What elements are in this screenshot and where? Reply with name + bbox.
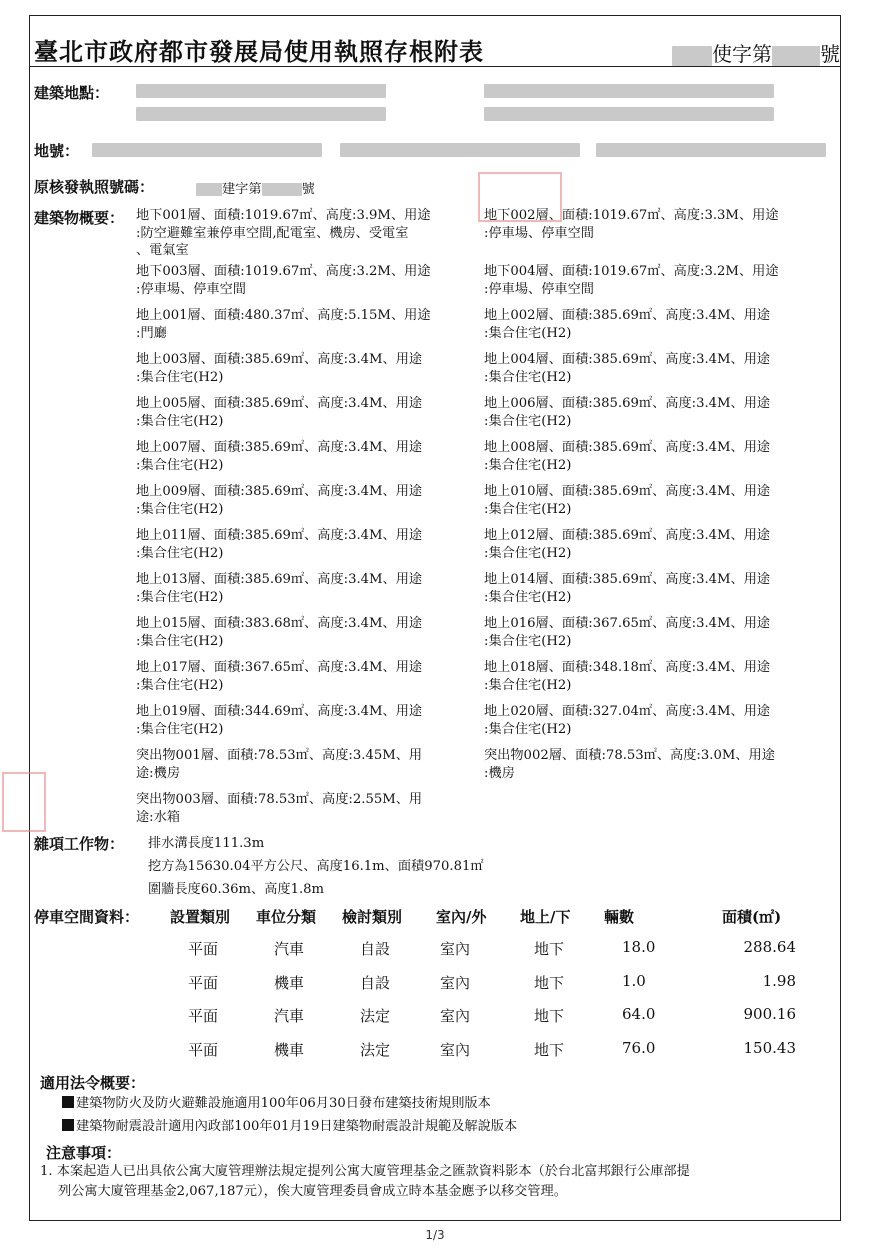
parking-cell: 法定 [360,1041,391,1059]
original-permit-label: 原核發執照號碼： [34,178,155,196]
parking-cell: 汽車 [274,940,305,958]
parking-cell: 18.0 [622,938,656,956]
floor-line: :停車場、停車空間 [136,281,246,297]
floor-line: :集合住宅(H2) [484,413,572,429]
parking-cell: 288.64 [743,938,796,956]
floor-line: :集合住宅(H2) [484,589,572,605]
floor-entry [484,263,822,298]
floor-entry [136,527,474,562]
floor-line: :集合住宅(H2) [136,721,224,737]
parking-cell: 室內 [440,1041,471,1059]
floor-entry [136,703,474,738]
redacted-block [672,46,712,66]
parking-cell: 平面 [188,1041,219,1059]
floor-entry [136,351,474,386]
floor-line: :集合住宅(H2) [136,413,224,429]
floor-line: :集合住宅(H2) [136,545,224,561]
official-stamp-left [2,772,46,832]
lot-label: 地號： [34,142,80,160]
parking-cell: 平面 [188,940,219,958]
permit-suffix: 號 [820,42,840,66]
floor-line: 地上002層、面積:385.69㎡、高度:3.4M、用途 [484,308,771,323]
permit-prefix: 使字第 [712,42,772,66]
floor-line: 地上017層、面積:367.65㎡、高度:3.4M、用途 [136,660,423,675]
parking-cell: 地下 [534,1007,565,1025]
parking-cell: 地下 [534,974,565,992]
parking-cell: 900.16 [743,1005,796,1023]
parking-cell: 1.0 [622,972,646,990]
page-number: 1/3 [425,1228,445,1242]
floor-line: :機房 [484,765,515,781]
floor-entry [136,571,474,606]
title-rule [29,66,841,67]
page-title: 臺北市政府都市發展局使用執照存根附表 [34,37,484,66]
parking-cell: 機車 [274,1041,305,1059]
floor-line: :停車場、停車空間 [484,281,594,297]
floor-entry [136,263,474,298]
floor-line: 途:機房 [136,765,181,781]
parking-cell: 自設 [360,974,391,992]
floor-line: :防空避難室兼停車空間,配電室、機房、受電室 [136,225,409,241]
parking-cell: 64.0 [622,1005,656,1023]
permit-number [672,38,840,67]
parking-cell: 1.98 [762,972,796,990]
note-line: 列公寓大廈管理基金2,067,187元），俟大廈管理委員會成立時本基金應予以移交管理。 [58,1184,567,1199]
floor-line: 地上011層、面積:385.69㎡、高度:3.4M、用途 [136,528,423,543]
floor-entry [484,307,822,342]
floor-line: 地下004層、面積:1019.67㎡、高度:3.2M、用途 [484,264,779,279]
floor-line: 地上018層、面積:348.18㎡、高度:3.4M、用途 [484,660,771,675]
redacted-block [772,46,820,66]
floor-line: :集合住宅(H2) [484,501,572,517]
parking-header: 檢討類別 [342,908,403,926]
floor-line: :集合住宅(H2) [484,677,572,693]
misc-label: 雜項工作物： [34,835,125,853]
parking-cell: 地下 [534,940,565,958]
parking-header: 面積(㎡) [722,908,782,926]
parking-cell: 汽車 [274,1007,305,1025]
parking-cell: 自設 [360,940,391,958]
floor-line: :集合住宅(H2) [484,369,572,385]
misc-item: 排水溝長度111.3m [148,836,265,851]
law-item: 建築物防火及防火避難設施適用100年06月30日發布建築技術規則版本 [62,1095,491,1112]
floor-entry [136,395,474,430]
floor-line: 地上012層、面積:385.69㎡、高度:3.4M、用途 [484,528,771,543]
parking-header: 地上/下 [520,908,571,926]
floor-line: :停車場、停車空間 [484,225,594,241]
parking-cell: 室內 [440,940,471,958]
floor-entry [484,483,822,518]
floor-line: :集合住宅(H2) [484,545,572,561]
floor-line: :集合住宅(H2) [136,369,224,385]
floor-line: 地上014層、面積:385.69㎡、高度:3.4M、用途 [484,572,771,587]
parking-cell: 法定 [360,1007,391,1025]
notes-label: 注意事項： [46,1144,122,1162]
floor-line: 地上010層、面積:385.69㎡、高度:3.4M、用途 [484,484,771,499]
law-item: 建築物耐震設計適用內政部100年01月19日建築物耐震設計規範及解說版本 [62,1118,517,1135]
parking-cell: 150.43 [743,1039,796,1057]
floor-line: :集合住宅(H2) [484,325,572,341]
misc-item: 圍牆長度60.36m、高度1.8m [148,882,325,897]
bullet-square-icon [62,1096,74,1108]
floor-line: 途:水箱 [136,809,181,825]
floor-line: :集合住宅(H2) [484,721,572,737]
laws-label: 適用法令概要： [40,1074,146,1092]
misc-item: 挖方為15630.04平方公尺、高度16.1m、面積970.81㎡ [148,859,484,874]
floor-line: 地上009層、面積:385.69㎡、高度:3.4M、用途 [136,484,423,499]
parking-cell: 平面 [188,1007,219,1025]
parking-cell: 室內 [440,974,471,992]
floor-line: 地上013層、面積:385.69㎡、高度:3.4M、用途 [136,572,423,587]
floor-entry [484,207,822,242]
original-permit-value: 建字第 號 [196,178,315,197]
floor-entry [484,615,822,650]
parking-cell: 平面 [188,974,219,992]
floor-entry [484,659,822,694]
floor-line: 地上007層、面積:385.69㎡、高度:3.4M、用途 [136,440,423,455]
floor-entry [136,659,474,694]
floor-line: :集合住宅(H2) [136,589,224,605]
floor-entry [484,439,822,474]
floor-line: 地上003層、面積:385.69㎡、高度:3.4M、用途 [136,352,423,367]
floor-line: :集合住宅(H2) [136,633,224,649]
parking-cell: 76.0 [622,1039,656,1057]
note-line: 1. 本案起造人已出具依公寓大廈管理辦法規定提列公寓大廈管理基金之匯款資料影本（於台北富邦銀行公庫部提 [40,1164,690,1179]
parking-label: 停車空間資料： [34,908,140,926]
floor-line: 地上008層、面積:385.69㎡、高度:3.4M、用途 [484,440,771,455]
floor-line: 地上001層、面積:480.37㎡、高度:5.15M、用途 [136,308,431,323]
address-label: 建築地點： [34,84,110,102]
parking-header: 車位分類 [256,908,317,926]
floor-entry [484,571,822,606]
floor-entry [136,483,474,518]
floor-line: 地下001層、面積:1019.67㎡、高度:3.9M、用途 [136,208,431,223]
parking-cell: 機車 [274,974,305,992]
floor-line: 地上015層、面積:383.68㎡、高度:3.4M、用途 [136,616,423,631]
floor-line: 地上004層、面積:385.69㎡、高度:3.4M、用途 [484,352,771,367]
floor-line: :集合住宅(H2) [484,457,572,473]
floor-line: 地上016層、面積:367.65㎡、高度:3.4M、用途 [484,616,771,631]
floor-entry [136,439,474,474]
floor-line: 地上005層、面積:385.69㎡、高度:3.4M、用途 [136,396,423,411]
floor-line: :門廳 [136,325,167,341]
parking-cell: 地下 [534,1041,565,1059]
floor-line: 地上019層、面積:344.69㎡、高度:3.4M、用途 [136,704,423,719]
floor-entry [136,615,474,650]
parking-cell: 室內 [440,1007,471,1025]
floor-line: 地上020層、面積:327.04㎡、高度:3.4M、用途 [484,704,771,719]
parking-header: 輛數 [604,908,635,926]
floor-entry [136,747,474,782]
floor-entry [484,351,822,386]
floor-line: :集合住宅(H2) [136,501,224,517]
floor-entry [136,791,474,826]
floor-entry [484,395,822,430]
floor-line: 突出物002層、面積:78.53㎡、高度:3.0M、用途 [484,748,775,763]
floor-entry [136,307,474,342]
floor-line: 突出物001層、面積:78.53㎡、高度:3.45M、用 [136,748,423,763]
floor-entry [136,207,474,260]
floor-line: 突出物003層、面積:78.53㎡、高度:2.55M、用 [136,792,423,807]
floor-entry [484,527,822,562]
floor-line: :集合住宅(H2) [484,633,572,649]
parking-header: 室內/外 [436,908,487,926]
bullet-square-icon [62,1119,74,1131]
building-label: 建築物概要： [34,209,125,227]
floor-line: :集合住宅(H2) [136,457,224,473]
parking-header: 設置類別 [170,908,231,926]
floor-line: 、電氣室 [136,243,189,258]
floor-line: 地下003層、面積:1019.67㎡、高度:3.2M、用途 [136,264,431,279]
floor-line: 地下002層、面積:1019.67㎡、高度:3.3M、用途 [484,208,779,223]
floor-line: :集合住宅(H2) [136,677,224,693]
floor-line: 地上006層、面積:385.69㎡、高度:3.4M、用途 [484,396,771,411]
floor-entry [484,703,822,738]
floor-entry [484,747,822,782]
